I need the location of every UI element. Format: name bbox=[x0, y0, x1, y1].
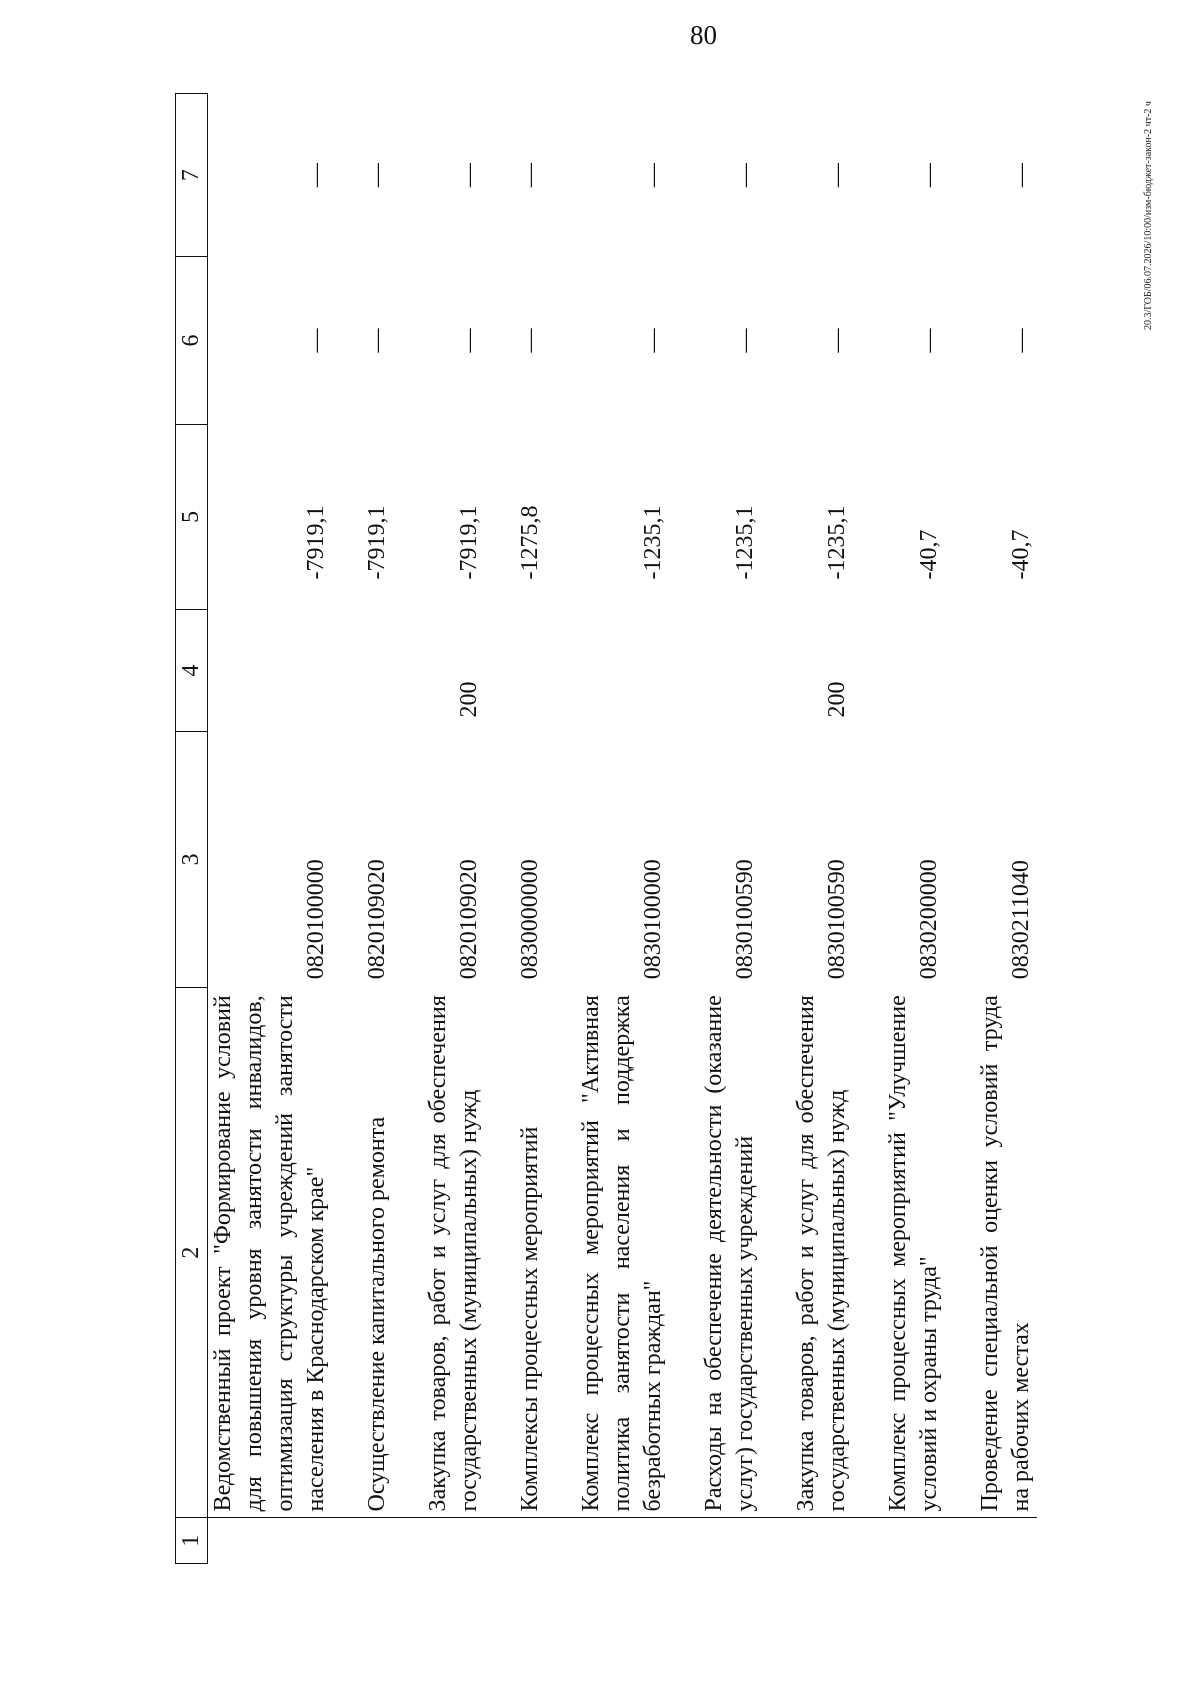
column-6-cell: — bbox=[517, 328, 543, 353]
column-6-cell: — bbox=[364, 328, 390, 353]
column-6-cell: — bbox=[824, 328, 850, 353]
expense-type-cell bbox=[669, 610, 761, 732]
target-code-cell: 0820109020 bbox=[456, 859, 482, 980]
expense-type-cell bbox=[945, 610, 1037, 732]
page-number: 80 bbox=[690, 20, 717, 50]
target-code-cell: 0830000000 bbox=[517, 859, 543, 980]
column-header-1: 1 bbox=[176, 1518, 208, 1564]
amount-cell: -40,7 bbox=[916, 529, 942, 580]
column-6-cell: — bbox=[1008, 328, 1034, 353]
description-cell: Комплексы процессных мероприятий bbox=[517, 1126, 543, 1512]
expense-type-cell bbox=[208, 610, 333, 732]
table-row bbox=[761, 94, 853, 1564]
column-1-cell bbox=[546, 1518, 669, 1564]
column-1-cell bbox=[669, 1518, 761, 1564]
amount-cell: -7919,1 bbox=[456, 505, 482, 580]
column-6-cell: — bbox=[456, 328, 482, 353]
description-cell: Осуществление капитального ремонта bbox=[364, 1116, 390, 1512]
table-row bbox=[546, 94, 669, 1564]
table-row bbox=[669, 94, 761, 1564]
header-row bbox=[176, 94, 208, 1564]
column-header-6: 6 bbox=[176, 257, 208, 425]
column-7-cell: — bbox=[1008, 163, 1034, 188]
column-1-cell bbox=[332, 1518, 393, 1564]
expense-type-cell bbox=[332, 610, 393, 732]
amount-cell: -1235,1 bbox=[640, 505, 666, 580]
column-7-cell: — bbox=[732, 163, 758, 188]
column-1-cell bbox=[485, 1518, 546, 1564]
expense-type-cell: 200 bbox=[456, 681, 482, 718]
column-7-cell: — bbox=[364, 163, 390, 188]
amount-cell: -1275,8 bbox=[517, 505, 543, 580]
document-footer-note: 20.3/ГОБ/06.07.2026/10:00/изм-бюджет-закон-2 чт-2 ч bbox=[1143, 101, 1154, 330]
column-header-4: 4 bbox=[176, 610, 208, 732]
target-code-cell: 0820109020 bbox=[364, 859, 390, 980]
target-code-cell: 0830200000 bbox=[916, 859, 942, 980]
target-code-cell: 0830100590 bbox=[732, 859, 758, 980]
expense-type-cell bbox=[546, 610, 669, 732]
table-row bbox=[332, 94, 393, 1564]
table-row bbox=[393, 94, 485, 1564]
table-row bbox=[208, 94, 333, 1564]
column-6-cell: — bbox=[732, 328, 758, 353]
rotated-table-container bbox=[175, 93, 1037, 1564]
column-1-cell bbox=[208, 1518, 333, 1564]
description-cell: Закупка товаров, работ и услуг для обеспечения государственных (муниципальных) нужд bbox=[425, 995, 482, 1512]
column-7-cell: — bbox=[517, 163, 543, 188]
column-6-cell: — bbox=[640, 328, 666, 353]
description-cell: Комплекс процессных мероприятий "Улучшение условий и охраны труда" bbox=[885, 995, 942, 1512]
table-row bbox=[853, 94, 945, 1564]
expense-type-cell: 200 bbox=[824, 681, 850, 718]
target-code-cell: 0830100590 bbox=[824, 859, 850, 980]
column-header-7: 7 bbox=[176, 94, 208, 257]
description-cell: Расходы на обеспечение деятельности (оказание услуг) государственных учреждений bbox=[701, 995, 758, 1512]
amount-cell: -40,7 bbox=[1008, 529, 1034, 580]
amount-cell: -7919,1 bbox=[303, 505, 329, 580]
column-7-cell: — bbox=[824, 163, 850, 188]
amount-cell: -7919,1 bbox=[364, 505, 390, 580]
table-row bbox=[945, 94, 1037, 1564]
column-1-cell bbox=[393, 1518, 485, 1564]
column-6-cell: — bbox=[916, 328, 942, 353]
amount-cell: -1235,1 bbox=[732, 505, 758, 580]
target-code-cell: 0820100000 bbox=[303, 859, 329, 980]
column-1-cell bbox=[945, 1518, 1037, 1564]
column-header-5: 5 bbox=[176, 424, 208, 609]
column-6-cell: — bbox=[303, 328, 329, 353]
column-7-cell: — bbox=[640, 163, 666, 188]
column-1-cell bbox=[761, 1518, 853, 1564]
column-header-3: 3 bbox=[176, 732, 208, 988]
expense-type-cell bbox=[485, 610, 546, 732]
description-cell: Закупка товаров, работ и услуг для обеспечения государственных (муниципальных) нужд bbox=[793, 995, 850, 1512]
description-cell: Ведомственный проект "Формирование условий для повышения уровня занятости инвалидов, оптимизация структуры учреждений занятости населения в Краснодарском крае" bbox=[210, 995, 329, 1512]
column-7-cell: — bbox=[303, 163, 329, 188]
amount-cell: -1235,1 bbox=[824, 505, 850, 580]
column-1-cell bbox=[853, 1518, 945, 1564]
budget-table bbox=[175, 93, 1037, 1564]
table-row bbox=[485, 94, 546, 1564]
column-7-cell: — bbox=[916, 163, 942, 188]
expense-type-cell bbox=[853, 610, 945, 732]
target-code-cell: 0830211040 bbox=[1008, 860, 1034, 980]
description-cell: Проведение специальной оценки условий труда на рабочих местах bbox=[977, 995, 1034, 1512]
description-cell: Комплекс процессных мероприятий "Активная политика занятости населения и поддержка безработных граждан" bbox=[578, 995, 666, 1512]
column-7-cell: — bbox=[456, 163, 482, 188]
column-header-2: 2 bbox=[176, 987, 208, 1518]
target-code-cell: 0830100000 bbox=[640, 859, 666, 980]
table-body bbox=[208, 94, 1038, 1564]
